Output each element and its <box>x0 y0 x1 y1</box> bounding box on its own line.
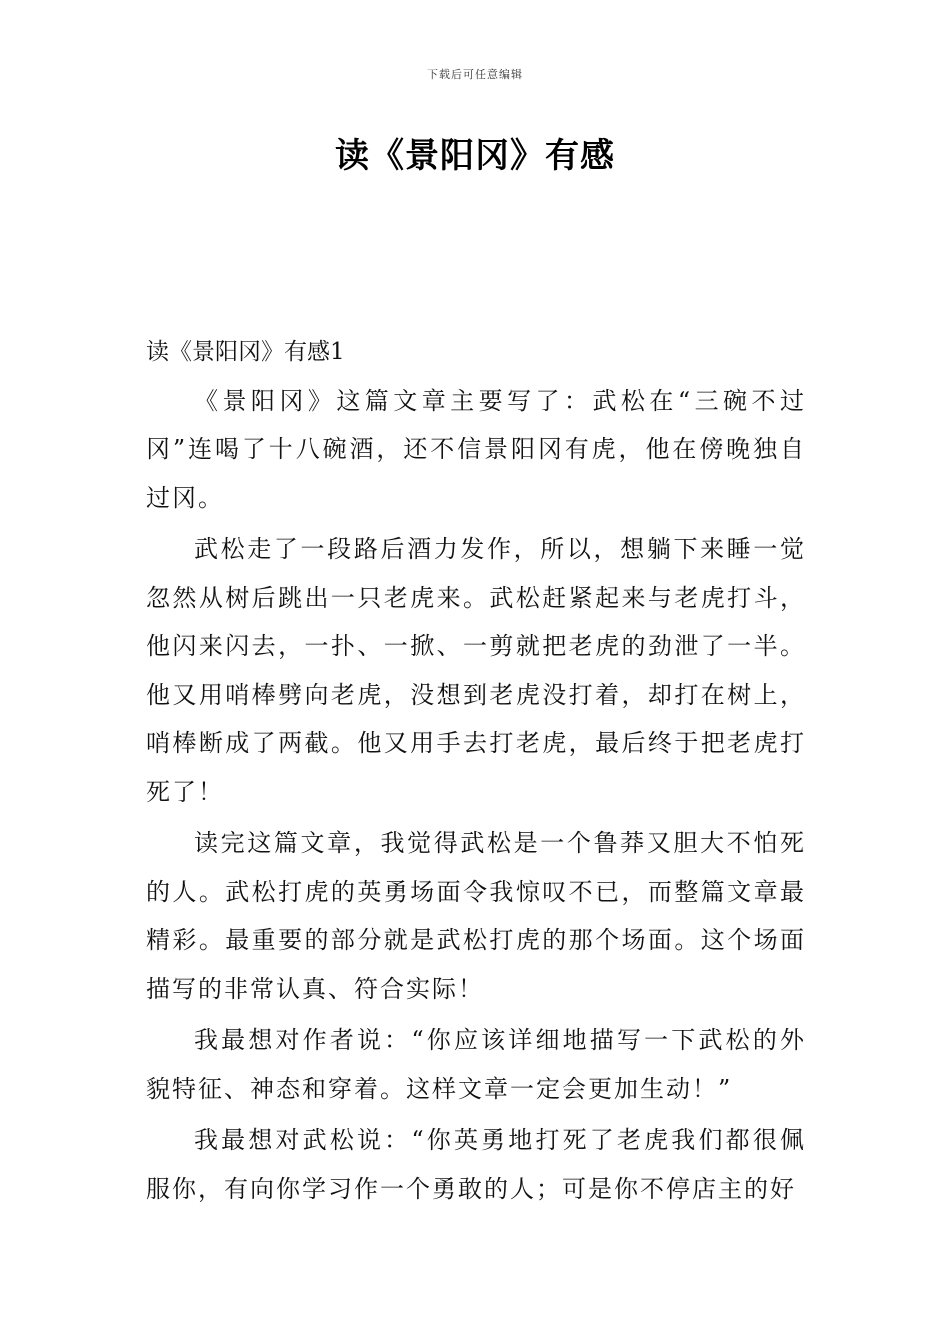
paragraph-3: 读完这篇文章，我觉得武松是一个鲁莽又胆大不怕死的人。武松打虎的英勇场面令我惊叹不已，而整篇文章最精彩。最重要的部分就是武松打虎的那个场面。这个场面描写的非常认真、符合实际！ <box>146 829 806 1003</box>
document-title: 读《景阳冈》有感 <box>335 136 615 176</box>
paragraph-2: 武松走了一段路后酒力发作，所以，想躺下来睡一觉忽然从树后跳出一只老虎来。武松赶紧起来与老虎打斗，他闪来闪去，一扑、一掀、一剪就把老虎的劲泄了一半。他又用哨棒劈向老虎，没想到老虎没打着，却打在树上，哨棒断成了两截。他又用手去打老虎，最后终于把老虎打死了！ <box>146 535 806 806</box>
header-note: 下载后可任意编辑 <box>427 68 523 81</box>
document-body <box>146 328 806 1216</box>
paragraph-5: 我最想对武松说：“你英勇地打死了老虎我们都很佩服你，有向你学习作一个勇敢的人；可是你不停店主的好 <box>146 1126 806 1203</box>
section-heading: 读《景阳冈》有感1 <box>146 339 345 365</box>
paragraph-1: 《景阳冈》这篇文章主要写了：武松在“三碗不过冈”连喝了十八碗酒，还不信景阳冈有虎，他在傍晚独自过冈。 <box>146 386 806 512</box>
paragraph-4: 我最想对作者说：“你应该详细地描写一下武松的外貌特征、神态和穿着。这样文章一定会更加生动！” <box>146 1026 806 1103</box>
